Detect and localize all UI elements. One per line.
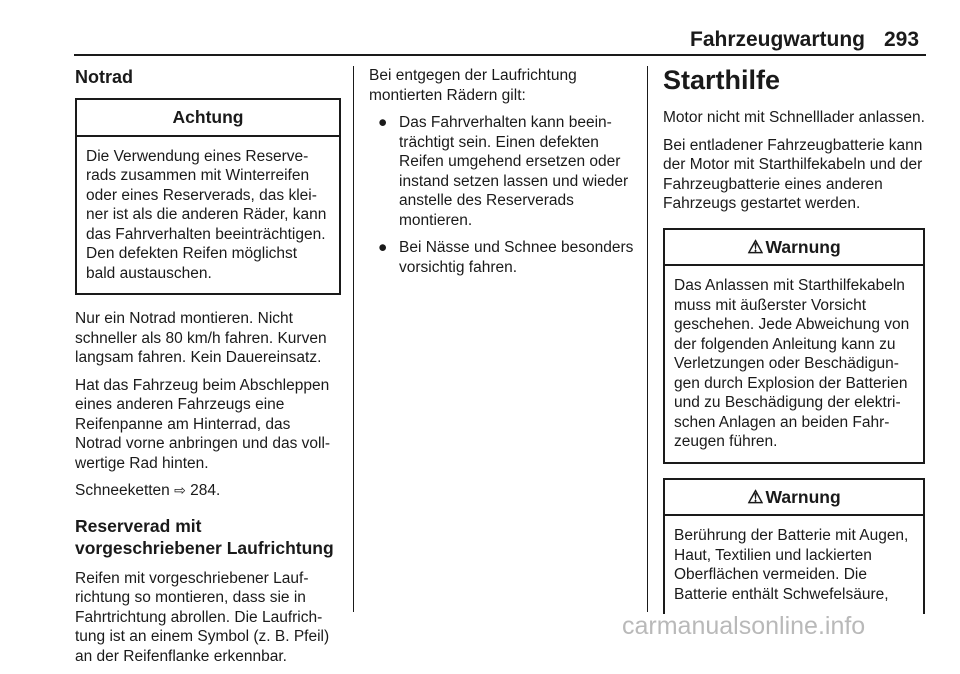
column-3 [663,64,925,628]
arrow-right-icon: ⇨ [174,482,186,498]
list-item [369,238,634,277]
warning-box-1 [663,228,925,464]
warning-text-2: Berührung der Batterie mit Augen, Haut, Textilien und lackierten Oberflächen vermeiden. Die Batterie enthält Schwefelsäure, [674,527,909,603]
column-2 [369,66,634,285]
warning-heading-1 [665,230,923,267]
running-header-title: Fahrzeugwartung [690,28,866,51]
subsection-title-laufrichtung: Reserverad mit vorgeschriebener Laufrichtung [75,515,334,558]
warning-heading-text: Warnung [765,236,841,257]
header-rule [74,54,926,56]
bullet-icon: ● [378,239,388,256]
paragraph-notrad-1: Nur ein Notrad montieren. Nicht schneller als 80 km/h fahren. Kurven langsam fahren. Kein Dauereinsatz. [75,310,327,366]
list-item-text: Das Fahrverhalten kann beeinträchtigt sein. Einen defekten Reifen umgehend ersetzen oder instand setzen lassen und wieder anstelle des Reserverads montieren. [399,114,629,229]
xref-label: Schneeketten [75,482,170,499]
warning-heading-2 [665,480,923,517]
caution-heading: Achtung [77,100,339,137]
list-item-text: Bei Nässe und Schnee besonders vorsichtig fahren. [399,239,634,276]
page-number: 293 [884,28,920,51]
list-item [369,113,634,230]
column-divider-1 [353,66,354,612]
paragraph-starthilfe-1: Motor nicht mit Schnelllader anlassen. [663,109,925,126]
section-title-notrad: Notrad [75,67,133,87]
section-title-starthilfe: Starthilfe [663,65,781,95]
warning-triangle-icon: ⚠ [747,486,764,507]
warning-box-2 [663,478,925,615]
watermark: carmanualsonline.info [622,612,866,640]
caution-text: Die Verwendung eines Reserverads zusammen mit Winterreifen oder eines Reserverads, das kleiner ist als die anderen Räder, kann das Fahrverhalten beeinträchtigen. Den defekten Reifen möglichst bald austauschen. [86,147,327,282]
caution-box [75,98,341,295]
warning-triangle-icon: ⚠ [747,236,764,257]
paragraph-starthilfe-2: Bei entladener Fahrzeugbatterie kann der Motor mit Starthilfekabeln und der Fahrzeugbatterie eines anderen Fahrzeugs gestartet werden. [663,136,923,212]
column-1 [75,66,341,674]
xref-page: 284. [190,482,221,499]
paragraph-laufrichtung: Reifen mit vorgeschriebener Laufrichtung so montieren, dass sie in Fahrtrichtung abrollen. Die Laufrichtung ist an einem Symbol (z. B. Pfeil) an der Reifenflanke erkennbar. [75,569,330,665]
column-divider-2 [647,66,648,612]
cross-reference[interactable] [75,481,341,501]
warning-text-1: Das Anlassen mit Starthilfekabeln muss mit äußerster Vorsicht geschehen. Jede Abweichung von der folgenden Anleitung kann zu Verletzungen oder Beschädigungen durch Explosion der Batterien und zu Beschädigung der elektrischen Anlagen an beiden Fahrzeugen führen. [674,277,910,450]
bullet-icon: ● [378,114,388,131]
warning-heading-text: Warnung [765,486,841,507]
paragraph-intro: Bei entgegen der Laufrichtung montierten Rädern gilt: [369,67,577,104]
paragraph-notrad-2: Hat das Fahrzeug beim Abschleppen eines anderen Fahrzeugs eine Reifenpanne am Hinterrad, das Notrad vorne anbringen und das vollwertige Rad hinten. [75,376,331,472]
